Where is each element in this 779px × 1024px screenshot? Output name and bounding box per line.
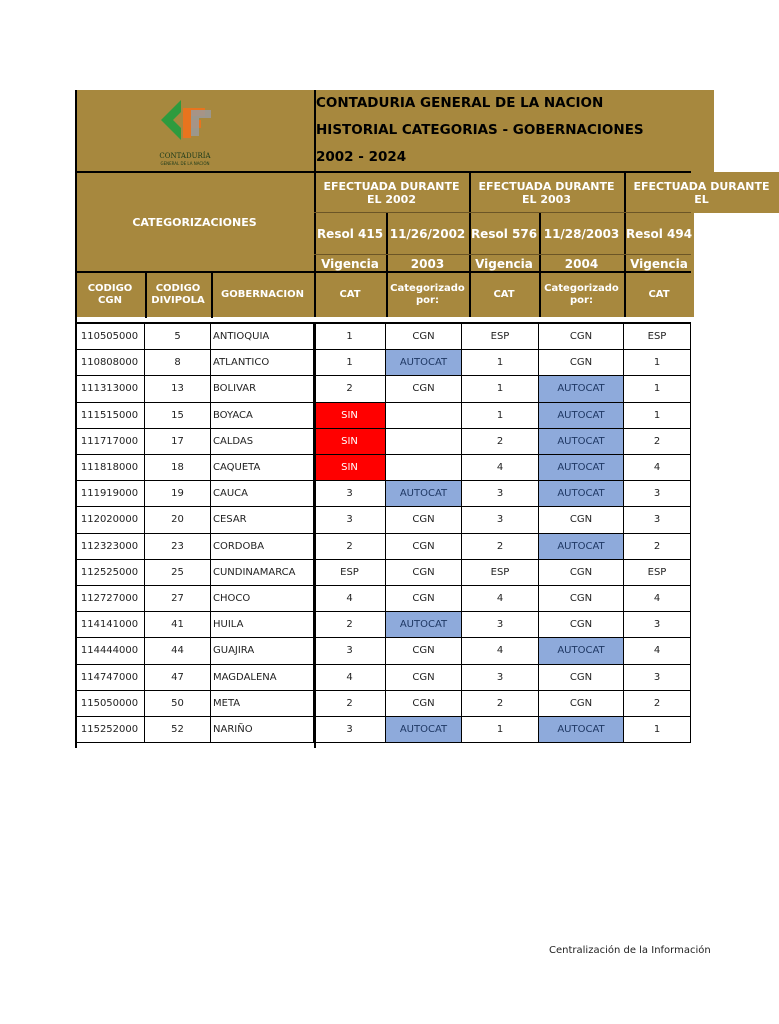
categorizado-2004-cell: CGN <box>539 324 624 350</box>
gobernacion-cell: CHOCO <box>211 586 314 612</box>
cat-next-cell: 3 <box>624 612 691 638</box>
cat-2003-cell: 1 <box>314 324 386 350</box>
table-row <box>75 560 691 586</box>
table-row <box>75 324 691 350</box>
cat-2004-cell: 1 <box>462 403 539 429</box>
cat-next-cell: 2 <box>624 429 691 455</box>
spreadsheet <box>75 90 770 746</box>
title-line-3: 2002 - 2024 <box>316 149 407 165</box>
categorizado-2003-cell <box>386 403 462 429</box>
efectuada-next: EFECTUADA DURANTE EL <box>624 172 779 213</box>
cat-next-cell: 3 <box>624 507 691 533</box>
resol-494: Resol 494 <box>624 213 694 255</box>
codigo-divipola-cell: 17 <box>145 429 211 455</box>
table-row <box>75 429 691 455</box>
resol-415: Resol 415 <box>314 213 386 255</box>
cat-next-cell: 4 <box>624 638 691 664</box>
resol-576: Resol 576 <box>469 213 539 255</box>
efectuada-2002: EFECTUADA DURANTE EL 2002 <box>314 172 469 213</box>
codigo-divipola-cell: 52 <box>145 717 211 743</box>
gobernacion-cell: CAQUETA <box>211 455 314 481</box>
col-categorizado-1: Categorizado por: <box>386 272 469 317</box>
cat-2003-cell: 1 <box>314 350 386 376</box>
cat-2003-cell: 3 <box>314 638 386 664</box>
table-row <box>75 691 691 717</box>
gobernacion-cell: MAGDALENA <box>211 665 314 691</box>
table-row <box>75 350 691 376</box>
codigo-cgn-cell: 112525000 <box>75 560 145 586</box>
cat-2004-cell: 3 <box>462 481 539 507</box>
table-row <box>75 481 691 507</box>
table-row <box>75 534 691 560</box>
codigo-divipola-cell: 13 <box>145 376 211 402</box>
logo-area <box>75 90 314 172</box>
codigo-cgn-cell: 111717000 <box>75 429 145 455</box>
contaduria-logo-icon <box>159 98 215 142</box>
categorizado-2004-cell: AUTOCAT <box>539 403 624 429</box>
table-row <box>75 507 691 533</box>
codigo-cgn-cell: 115252000 <box>75 717 145 743</box>
cat-2003-cell: 4 <box>314 665 386 691</box>
codigo-cgn-cell: 111313000 <box>75 376 145 402</box>
codigo-cgn-cell: 114141000 <box>75 612 145 638</box>
cat-2003-cell: 2 <box>314 534 386 560</box>
codigo-divipola-cell: 25 <box>145 560 211 586</box>
categorizado-2004-cell: AUTOCAT <box>539 455 624 481</box>
categorizado-2004-cell: CGN <box>539 665 624 691</box>
categorizado-2004-cell: AUTOCAT <box>539 638 624 664</box>
resol-576-date: 11/28/2003 <box>539 213 624 255</box>
cat-next-cell: 1 <box>624 717 691 743</box>
categorizado-2003-cell: AUTOCAT <box>386 350 462 376</box>
table-row <box>75 717 691 743</box>
codigo-cgn-cell: 112727000 <box>75 586 145 612</box>
gobernacion-cell: META <box>211 691 314 717</box>
categorizado-2004-cell: AUTOCAT <box>539 376 624 402</box>
cat-next-cell: 2 <box>624 534 691 560</box>
categorizado-2004-cell: CGN <box>539 560 624 586</box>
col-codigo-cgn: CODIGO CGN <box>75 272 145 317</box>
cat-2003-cell: 4 <box>314 586 386 612</box>
cat-next-cell: 1 <box>624 403 691 429</box>
codigo-cgn-cell: 115050000 <box>75 691 145 717</box>
gobernacion-cell: CAUCA <box>211 481 314 507</box>
codigo-cgn-cell: 114444000 <box>75 638 145 664</box>
gobernacion-cell: CORDOBA <box>211 534 314 560</box>
codigo-divipola-cell: 23 <box>145 534 211 560</box>
categorizado-2003-cell: CGN <box>386 507 462 533</box>
cat-next-cell: 2 <box>624 691 691 717</box>
title-line-1: CONTADURIA GENERAL DE LA NACION <box>316 95 604 111</box>
cat-2004-cell: 2 <box>462 534 539 560</box>
categorizado-2004-cell: AUTOCAT <box>539 717 624 743</box>
cat-2003-cell: 3 <box>314 717 386 743</box>
cat-2004-cell: 2 <box>462 429 539 455</box>
categorizado-2004-cell: AUTOCAT <box>539 534 624 560</box>
codigo-cgn-cell: 114747000 <box>75 665 145 691</box>
col-categorizado-2: Categorizado por: <box>539 272 624 317</box>
vigencia-3: Vigencia <box>624 255 694 272</box>
codigo-divipola-cell: 5 <box>145 324 211 350</box>
cat-2003-cell: 3 <box>314 507 386 533</box>
cat-2004-cell: 2 <box>462 691 539 717</box>
categorizado-2004-cell: CGN <box>539 612 624 638</box>
efectuada-2003: EFECTUADA DURANTE EL 2003 <box>469 172 624 213</box>
cat-next-cell: 3 <box>624 481 691 507</box>
resol-415-date: 11/26/2002 <box>386 213 469 255</box>
codigo-cgn-cell: 112323000 <box>75 534 145 560</box>
categorizado-2004-cell: AUTOCAT <box>539 429 624 455</box>
cat-next-cell: 4 <box>624 586 691 612</box>
codigo-divipola-cell: 50 <box>145 691 211 717</box>
cat-next-cell: 1 <box>624 350 691 376</box>
codigo-divipola-cell: 15 <box>145 403 211 429</box>
footer-text: Centralización de la Información <box>549 945 711 956</box>
cat-2004-cell: 3 <box>462 665 539 691</box>
categorizado-2004-cell: CGN <box>539 586 624 612</box>
categorizado-2003-cell: CGN <box>386 560 462 586</box>
cat-2004-cell: 4 <box>462 638 539 664</box>
table-row <box>75 638 691 664</box>
categorizado-2003-cell: CGN <box>386 376 462 402</box>
codigo-cgn-cell: 111515000 <box>75 403 145 429</box>
cat-2003-cell: 2 <box>314 691 386 717</box>
cat-2003-cell: 2 <box>314 612 386 638</box>
cat-2004-cell: 1 <box>462 717 539 743</box>
col-cat-2: CAT <box>469 272 539 317</box>
table-row <box>75 665 691 691</box>
cat-next-cell: 3 <box>624 665 691 691</box>
categorizado-2003-cell: AUTOCAT <box>386 481 462 507</box>
cat-2004-cell: 4 <box>462 455 539 481</box>
codigo-cgn-cell: 110808000 <box>75 350 145 376</box>
gobernacion-cell: GUAJIRA <box>211 638 314 664</box>
gobernacion-cell: HUILA <box>211 612 314 638</box>
logo-subtext: GENERAL DE LA NACIÓN <box>160 161 210 166</box>
vigencia-year-2003: 2003 <box>386 255 469 272</box>
codigo-divipola-cell: 19 <box>145 481 211 507</box>
cat-next-cell: 1 <box>624 376 691 402</box>
logo-text: CONTADURÍA <box>159 152 211 160</box>
categorizado-2003-cell: CGN <box>386 324 462 350</box>
codigo-divipola-cell: 8 <box>145 350 211 376</box>
cat-2004-cell: 3 <box>462 612 539 638</box>
col-cat-1: CAT <box>314 272 386 317</box>
codigo-divipola-cell: 41 <box>145 612 211 638</box>
categorizado-2003-cell <box>386 455 462 481</box>
cat-2004-cell: 1 <box>462 350 539 376</box>
cat-2004-cell: ESP <box>462 560 539 586</box>
gobernacion-cell: BOLIVAR <box>211 376 314 402</box>
categorizado-2004-cell: CGN <box>539 691 624 717</box>
col-cat-3: CAT <box>624 272 694 317</box>
col-codigo-divipola: CODIGO DIVIPOLA <box>145 272 211 317</box>
gobernacion-cell: CALDAS <box>211 429 314 455</box>
categorizado-2003-cell: CGN <box>386 534 462 560</box>
gobernacion-cell: BOYACA <box>211 403 314 429</box>
categorizado-2003-cell <box>386 429 462 455</box>
cat-2004-cell: 4 <box>462 586 539 612</box>
categorizaciones-header: CATEGORIZACIONES <box>75 172 314 272</box>
categorizado-2003-cell: AUTOCAT <box>386 717 462 743</box>
codigo-divipola-cell: 47 <box>145 665 211 691</box>
codigo-divipola-cell: 18 <box>145 455 211 481</box>
cat-2003-cell: 3 <box>314 481 386 507</box>
codigo-cgn-cell: 112020000 <box>75 507 145 533</box>
data-table <box>75 322 691 746</box>
codigo-divipola-cell: 27 <box>145 586 211 612</box>
gobernacion-cell: CUNDINAMARCA <box>211 560 314 586</box>
categorizado-2003-cell: CGN <box>386 638 462 664</box>
report-title <box>314 90 714 172</box>
codigo-divipola-cell: 20 <box>145 507 211 533</box>
cat-2003-cell: 2 <box>314 376 386 402</box>
gobernacion-cell: CESAR <box>211 507 314 533</box>
cat-next-cell: ESP <box>624 560 691 586</box>
table-row <box>75 612 691 638</box>
title-line-2: HISTORIAL CATEGORIAS - GOBERNACIONES <box>316 122 644 138</box>
codigo-cgn-cell: 111919000 <box>75 481 145 507</box>
codigo-divipola-cell: 44 <box>145 638 211 664</box>
codigo-cgn-cell: 110505000 <box>75 324 145 350</box>
categorizado-2004-cell: CGN <box>539 350 624 376</box>
categorizado-2003-cell: CGN <box>386 665 462 691</box>
categorizado-2004-cell: AUTOCAT <box>539 481 624 507</box>
vigencia-year-2004: 2004 <box>539 255 624 272</box>
vigencia-2: Vigencia <box>469 255 539 272</box>
table-row <box>75 403 691 429</box>
cat-2003-cell: SIN <box>314 429 386 455</box>
categorizado-2003-cell: AUTOCAT <box>386 612 462 638</box>
codigo-cgn-cell: 111818000 <box>75 455 145 481</box>
vigencia-1: Vigencia <box>314 255 386 272</box>
cat-2003-cell: SIN <box>314 455 386 481</box>
table-row <box>75 586 691 612</box>
categorizado-2003-cell: CGN <box>386 586 462 612</box>
cat-next-cell: 4 <box>624 455 691 481</box>
categorizado-2004-cell: CGN <box>539 507 624 533</box>
table-row <box>75 376 691 402</box>
cat-2003-cell: SIN <box>314 403 386 429</box>
cat-2004-cell: 3 <box>462 507 539 533</box>
table-row <box>75 455 691 481</box>
gobernacion-cell: ANTIOQUIA <box>211 324 314 350</box>
cat-2003-cell: ESP <box>314 560 386 586</box>
categorizado-2003-cell: CGN <box>386 691 462 717</box>
cat-next-cell: ESP <box>624 324 691 350</box>
col-gobernacion: GOBERNACION <box>211 272 314 317</box>
gobernacion-cell: NARIÑO <box>211 717 314 743</box>
gobernacion-cell: ATLANTICO <box>211 350 314 376</box>
cat-2004-cell: 1 <box>462 376 539 402</box>
cat-2004-cell: ESP <box>462 324 539 350</box>
